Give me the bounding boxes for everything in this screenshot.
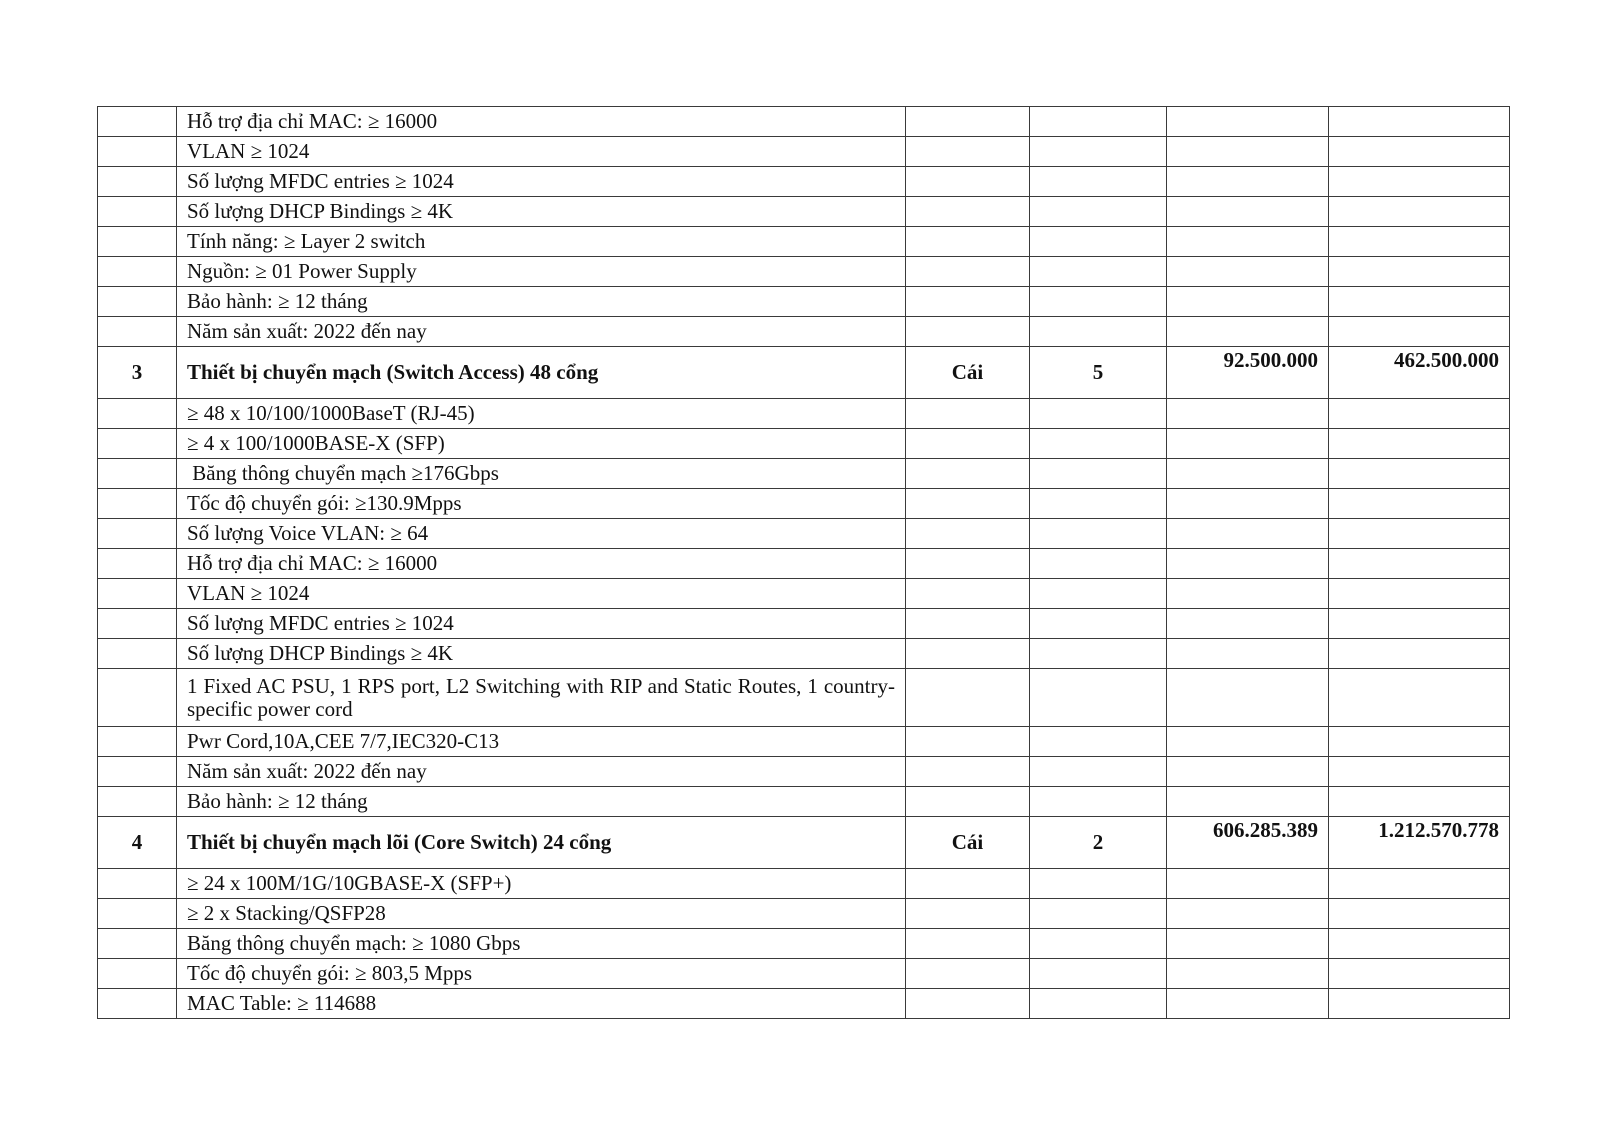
unit-cell	[906, 459, 1030, 489]
quantity-cell	[1030, 257, 1167, 287]
description-cell: Năm sản xuất: 2022 đến nay	[177, 757, 906, 787]
total-price-cell	[1329, 869, 1510, 899]
total-price-cell	[1329, 287, 1510, 317]
description-cell: Băng thông chuyển mạch ≥176Gbps	[177, 459, 906, 489]
unit-cell	[906, 519, 1030, 549]
total-price-cell	[1329, 459, 1510, 489]
unit-cell	[906, 167, 1030, 197]
item-number-cell	[98, 519, 177, 549]
total-price-cell	[1329, 167, 1510, 197]
item-number-cell	[98, 929, 177, 959]
unit-cell	[906, 787, 1030, 817]
description-cell: Nguồn: ≥ 01 Power Supply	[177, 257, 906, 287]
quantity-cell	[1030, 959, 1167, 989]
unit-price-cell	[1167, 899, 1329, 929]
unit-price-cell	[1167, 519, 1329, 549]
quantity-cell	[1030, 929, 1167, 959]
item-number-cell	[98, 489, 177, 519]
total-price-cell: 462.500.000	[1329, 347, 1510, 399]
spec-row	[98, 929, 1510, 959]
item-number-cell: 4	[98, 817, 177, 869]
unit-cell	[906, 869, 1030, 899]
spec-row	[98, 959, 1510, 989]
unit-price-cell	[1167, 107, 1329, 137]
unit-price-cell	[1167, 257, 1329, 287]
description-cell: ≥ 24 x 100M/1G/10GBASE-X (SFP+)	[177, 869, 906, 899]
item-row	[98, 817, 1510, 869]
unit-cell	[906, 669, 1030, 727]
item-number-cell	[98, 959, 177, 989]
unit-cell	[906, 727, 1030, 757]
total-price-cell	[1329, 727, 1510, 757]
quantity-cell	[1030, 227, 1167, 257]
total-price-cell	[1329, 609, 1510, 639]
spec-row	[98, 317, 1510, 347]
quantity-cell	[1030, 317, 1167, 347]
quantity-cell	[1030, 197, 1167, 227]
item-number-cell	[98, 787, 177, 817]
spec-row	[98, 399, 1510, 429]
item-number-cell	[98, 107, 177, 137]
total-price-cell	[1329, 317, 1510, 347]
spec-row	[98, 669, 1510, 727]
description-cell: MAC Table: ≥ 114688	[177, 989, 906, 1019]
description-cell: Tốc độ chuyển gói: ≥ 803,5 Mpps	[177, 959, 906, 989]
item-number-cell	[98, 257, 177, 287]
total-price-cell	[1329, 989, 1510, 1019]
description-cell: Pwr Cord,10A,CEE 7/7,IEC320-C13	[177, 727, 906, 757]
total-price-cell	[1329, 489, 1510, 519]
item-number-cell	[98, 549, 177, 579]
total-price-cell	[1329, 429, 1510, 459]
quantity-cell	[1030, 989, 1167, 1019]
description-cell: Số lượng DHCP Bindings ≥ 4K	[177, 639, 906, 669]
description-cell: Bảo hành: ≥ 12 tháng	[177, 787, 906, 817]
spec-row	[98, 549, 1510, 579]
spec-row	[98, 757, 1510, 787]
quantity-cell	[1030, 727, 1167, 757]
total-price-cell	[1329, 549, 1510, 579]
item-number-cell	[98, 137, 177, 167]
item-number-cell	[98, 609, 177, 639]
description-cell: Số lượng MFDC entries ≥ 1024	[177, 609, 906, 639]
spec-row	[98, 167, 1510, 197]
total-price-cell	[1329, 959, 1510, 989]
item-number-cell	[98, 429, 177, 459]
spec-row	[98, 869, 1510, 899]
item-number-cell	[98, 669, 177, 727]
spec-row	[98, 609, 1510, 639]
unit-price-cell	[1167, 197, 1329, 227]
unit-price-cell	[1167, 727, 1329, 757]
description-cell: ≥ 4 x 100/1000BASE-X (SFP)	[177, 429, 906, 459]
unit-cell	[906, 639, 1030, 669]
total-price-cell	[1329, 107, 1510, 137]
spec-row	[98, 639, 1510, 669]
item-row	[98, 347, 1510, 399]
description-cell: Tốc độ chuyển gói: ≥130.9Mpps	[177, 489, 906, 519]
unit-price-cell	[1167, 787, 1329, 817]
spec-row	[98, 489, 1510, 519]
unit-price-cell: 92.500.000	[1167, 347, 1329, 399]
unit-price-cell	[1167, 929, 1329, 959]
equipment-spec-table	[97, 106, 1510, 1019]
description-cell: Bảo hành: ≥ 12 tháng	[177, 287, 906, 317]
unit-cell	[906, 137, 1030, 167]
unit-price-cell	[1167, 989, 1329, 1019]
quantity-cell	[1030, 549, 1167, 579]
unit-price-cell	[1167, 869, 1329, 899]
unit-price-cell	[1167, 287, 1329, 317]
item-number-cell	[98, 727, 177, 757]
spec-row	[98, 107, 1510, 137]
spec-row	[98, 429, 1510, 459]
item-number-cell	[98, 197, 177, 227]
description-cell: Tính năng: ≥ Layer 2 switch	[177, 227, 906, 257]
unit-price-cell	[1167, 429, 1329, 459]
quantity-cell	[1030, 489, 1167, 519]
item-number-cell	[98, 579, 177, 609]
item-number-cell	[98, 399, 177, 429]
quantity-cell: 2	[1030, 817, 1167, 869]
total-price-cell	[1329, 899, 1510, 929]
total-price-cell	[1329, 399, 1510, 429]
item-number-cell	[98, 639, 177, 669]
description-cell: Năm sản xuất: 2022 đến nay	[177, 317, 906, 347]
total-price-cell	[1329, 579, 1510, 609]
quantity-cell	[1030, 167, 1167, 197]
total-price-cell	[1329, 197, 1510, 227]
item-number-cell	[98, 167, 177, 197]
unit-price-cell	[1167, 167, 1329, 197]
total-price-cell	[1329, 227, 1510, 257]
quantity-cell	[1030, 609, 1167, 639]
total-price-cell	[1329, 929, 1510, 959]
item-number-cell: 3	[98, 347, 177, 399]
quantity-cell	[1030, 669, 1167, 727]
unit-price-cell	[1167, 669, 1329, 727]
spec-row	[98, 899, 1510, 929]
unit-cell	[906, 429, 1030, 459]
unit-price-cell	[1167, 579, 1329, 609]
unit-price-cell	[1167, 227, 1329, 257]
unit-cell: Cái	[906, 817, 1030, 869]
unit-price-cell	[1167, 757, 1329, 787]
quantity-cell	[1030, 137, 1167, 167]
item-number-cell	[98, 757, 177, 787]
unit-cell	[906, 257, 1030, 287]
description-cell: 1 Fixed AC PSU, 1 RPS port, L2 Switching with RIP and Static Routes, 1 country-specific power cord	[177, 669, 906, 727]
unit-cell	[906, 227, 1030, 257]
total-price-cell: 1.212.570.778	[1329, 817, 1510, 869]
unit-cell	[906, 609, 1030, 639]
unit-cell	[906, 197, 1030, 227]
quantity-cell	[1030, 459, 1167, 489]
unit-cell	[906, 489, 1030, 519]
spec-row	[98, 287, 1510, 317]
item-number-cell	[98, 287, 177, 317]
quantity-cell	[1030, 519, 1167, 549]
quantity-cell	[1030, 757, 1167, 787]
unit-cell	[906, 899, 1030, 929]
spec-row	[98, 579, 1510, 609]
item-number-cell	[98, 227, 177, 257]
quantity-cell	[1030, 287, 1167, 317]
unit-price-cell	[1167, 959, 1329, 989]
quantity-cell	[1030, 787, 1167, 817]
unit-price-cell	[1167, 317, 1329, 347]
spec-row	[98, 989, 1510, 1019]
unit-price-cell	[1167, 489, 1329, 519]
spec-row	[98, 519, 1510, 549]
description-cell: Thiết bị chuyển mạch (Switch Access) 48 cổng	[177, 347, 906, 399]
description-cell: Hỗ trợ địa chỉ MAC: ≥ 16000	[177, 107, 906, 137]
item-number-cell	[98, 899, 177, 929]
description-cell: ≥ 2 x Stacking/QSFP28	[177, 899, 906, 929]
description-cell: Số lượng MFDC entries ≥ 1024	[177, 167, 906, 197]
unit-cell	[906, 989, 1030, 1019]
total-price-cell	[1329, 787, 1510, 817]
quantity-cell	[1030, 399, 1167, 429]
description-cell: Thiết bị chuyển mạch lõi (Core Switch) 24 cổng	[177, 817, 906, 869]
total-price-cell	[1329, 137, 1510, 167]
item-number-cell	[98, 989, 177, 1019]
description-cell: Hỗ trợ địa chỉ MAC: ≥ 16000	[177, 549, 906, 579]
description-cell: VLAN ≥ 1024	[177, 137, 906, 167]
quantity-cell	[1030, 869, 1167, 899]
description-cell: ≥ 48 x 10/100/1000BaseT (RJ-45)	[177, 399, 906, 429]
description-cell: Số lượng Voice VLAN: ≥ 64	[177, 519, 906, 549]
total-price-cell	[1329, 639, 1510, 669]
total-price-cell	[1329, 757, 1510, 787]
unit-price-cell	[1167, 399, 1329, 429]
unit-price-cell	[1167, 609, 1329, 639]
quantity-cell	[1030, 639, 1167, 669]
quantity-cell	[1030, 429, 1167, 459]
spec-row	[98, 727, 1510, 757]
unit-cell	[906, 107, 1030, 137]
unit-cell	[906, 317, 1030, 347]
description-cell: Số lượng DHCP Bindings ≥ 4K	[177, 197, 906, 227]
unit-price-cell	[1167, 639, 1329, 669]
item-number-cell	[98, 317, 177, 347]
spec-row	[98, 137, 1510, 167]
unit-price-cell	[1167, 459, 1329, 489]
item-number-cell	[98, 869, 177, 899]
unit-cell	[906, 959, 1030, 989]
quantity-cell	[1030, 899, 1167, 929]
table-body	[98, 107, 1510, 1019]
quantity-cell	[1030, 579, 1167, 609]
total-price-cell	[1329, 669, 1510, 727]
item-number-cell	[98, 459, 177, 489]
quantity-cell: 5	[1030, 347, 1167, 399]
spec-row	[98, 227, 1510, 257]
spec-row	[98, 459, 1510, 489]
unit-cell	[906, 399, 1030, 429]
unit-cell	[906, 579, 1030, 609]
unit-cell	[906, 549, 1030, 579]
unit-price-cell: 606.285.389	[1167, 817, 1329, 869]
description-cell: VLAN ≥ 1024	[177, 579, 906, 609]
unit-price-cell	[1167, 549, 1329, 579]
spec-row	[98, 197, 1510, 227]
unit-price-cell	[1167, 137, 1329, 167]
description-cell: Băng thông chuyển mạch: ≥ 1080 Gbps	[177, 929, 906, 959]
unit-cell	[906, 929, 1030, 959]
unit-cell	[906, 287, 1030, 317]
unit-cell: Cái	[906, 347, 1030, 399]
spec-row	[98, 787, 1510, 817]
unit-cell	[906, 757, 1030, 787]
total-price-cell	[1329, 519, 1510, 549]
total-price-cell	[1329, 257, 1510, 287]
spec-row	[98, 257, 1510, 287]
quantity-cell	[1030, 107, 1167, 137]
